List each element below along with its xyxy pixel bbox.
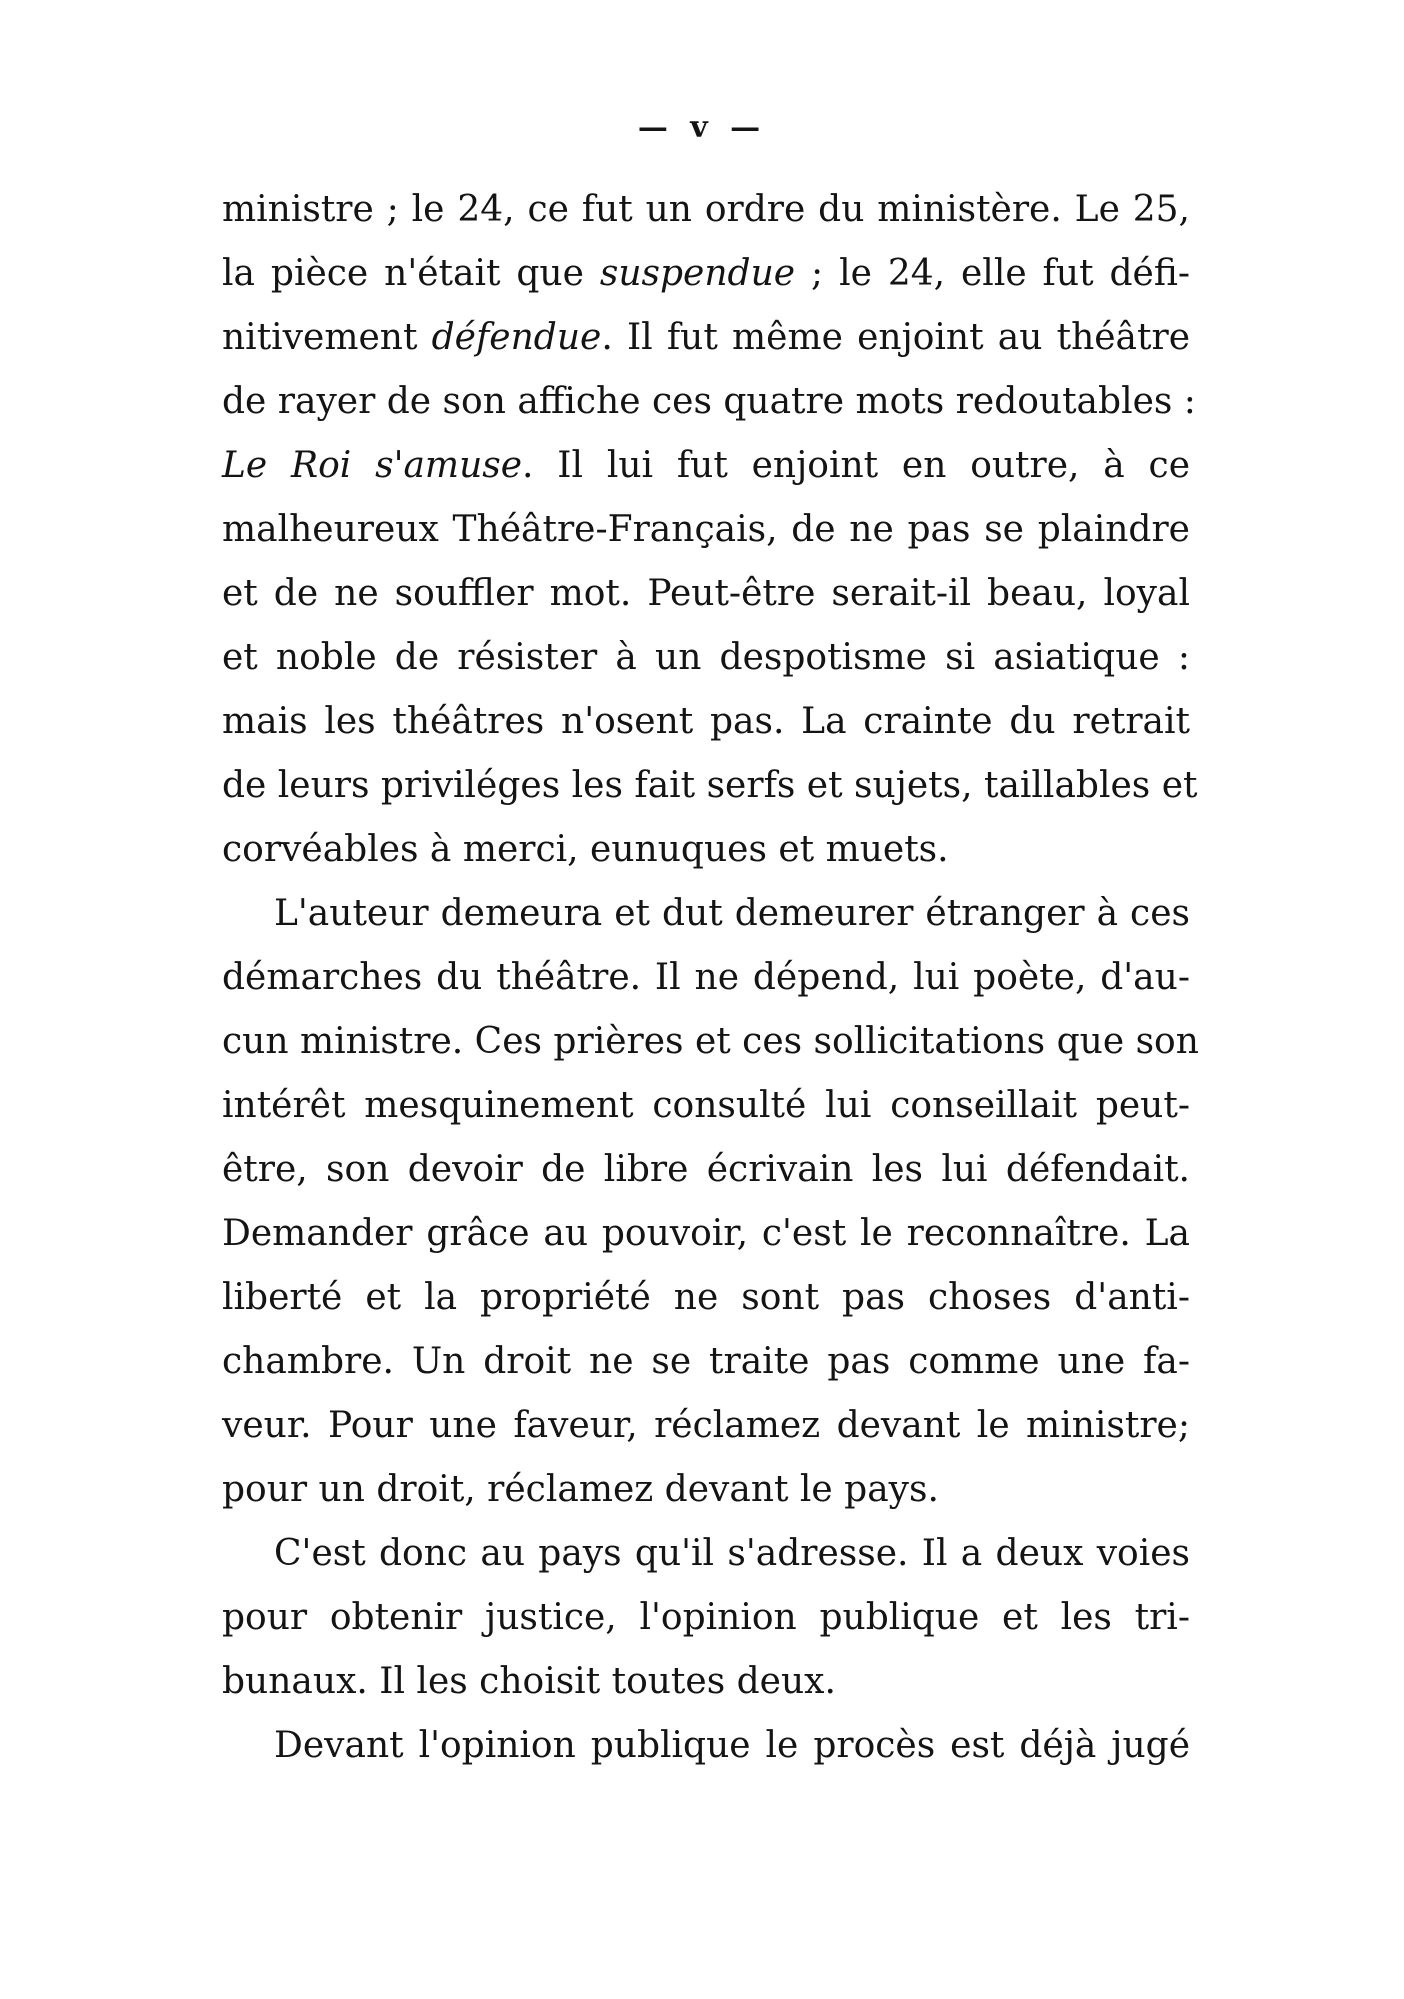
text-line: nitivement défendue. Il fut même enjoint au théâtre	[222, 317, 1190, 358]
text-line: C'est donc au pays qu'il s'adresse. Il a deux voies	[274, 1533, 1190, 1574]
text-line: de rayer de son affiche ces quatre mots redoutables :	[222, 381, 1196, 422]
text-line: ministre ; le 24, ce fut un ordre du ministère. Le 25,	[222, 189, 1190, 230]
body-text	[222, 178, 1199, 1778]
text-line: mais les théâtres n'osent pas. La crainte du retrait	[222, 701, 1190, 742]
text-line: la pièce n'était que suspendue ; le 24, elle fut défi-	[222, 253, 1190, 294]
text-line: liberté et la propriété ne sont pas choses d'anti-	[222, 1277, 1190, 1318]
text-line: Le Roi s'amuse. Il lui fut enjoint en outre, à ce	[222, 445, 1191, 486]
text-line: chambre. Un droit ne se traite pas comme une fa-	[222, 1341, 1190, 1382]
text-line: Devant l'opinion publique le procès est déjà jugé	[274, 1725, 1190, 1766]
text-line: démarches du théâtre. Il ne dépend, lui poète, d'au-	[222, 957, 1190, 998]
text-line: Demander grâce au pouvoir, c'est le reconnaître. La	[222, 1213, 1190, 1254]
text-line: pour un droit, réclamez devant le pays.	[222, 1469, 939, 1510]
text-line: et de ne souffler mot. Peut-être serait-il beau, loyal	[222, 573, 1190, 614]
text-line: L'auteur demeura et dut demeurer étranger à ces	[274, 893, 1190, 934]
text-line: pour obtenir justice, l'opinion publique et les tri-	[222, 1597, 1190, 1638]
text-line: bunaux. Il les choisit toutes deux.	[222, 1661, 836, 1702]
text-line: être, son devoir de libre écrivain les lui défendait.	[222, 1149, 1190, 1190]
text-line: corvéables à merci, eunuques et muets.	[222, 829, 949, 870]
text-line: veur. Pour une faveur, réclamez devant le ministre;	[222, 1405, 1190, 1446]
text-line: malheureux Théâtre-Français, de ne pas se plaindre	[222, 509, 1190, 550]
text-line: intérêt mesquinement consulté lui conseillait peut-	[222, 1085, 1190, 1126]
page-number: — v —	[637, 110, 767, 145]
text-line: cun ministre. Ces prières et ces sollicitations que son	[222, 1021, 1199, 1062]
text-line: de leurs priviléges les fait serfs et sujets, taillables et	[222, 765, 1198, 806]
text-line: et noble de résister à un despotisme si asiatique :	[222, 637, 1190, 678]
